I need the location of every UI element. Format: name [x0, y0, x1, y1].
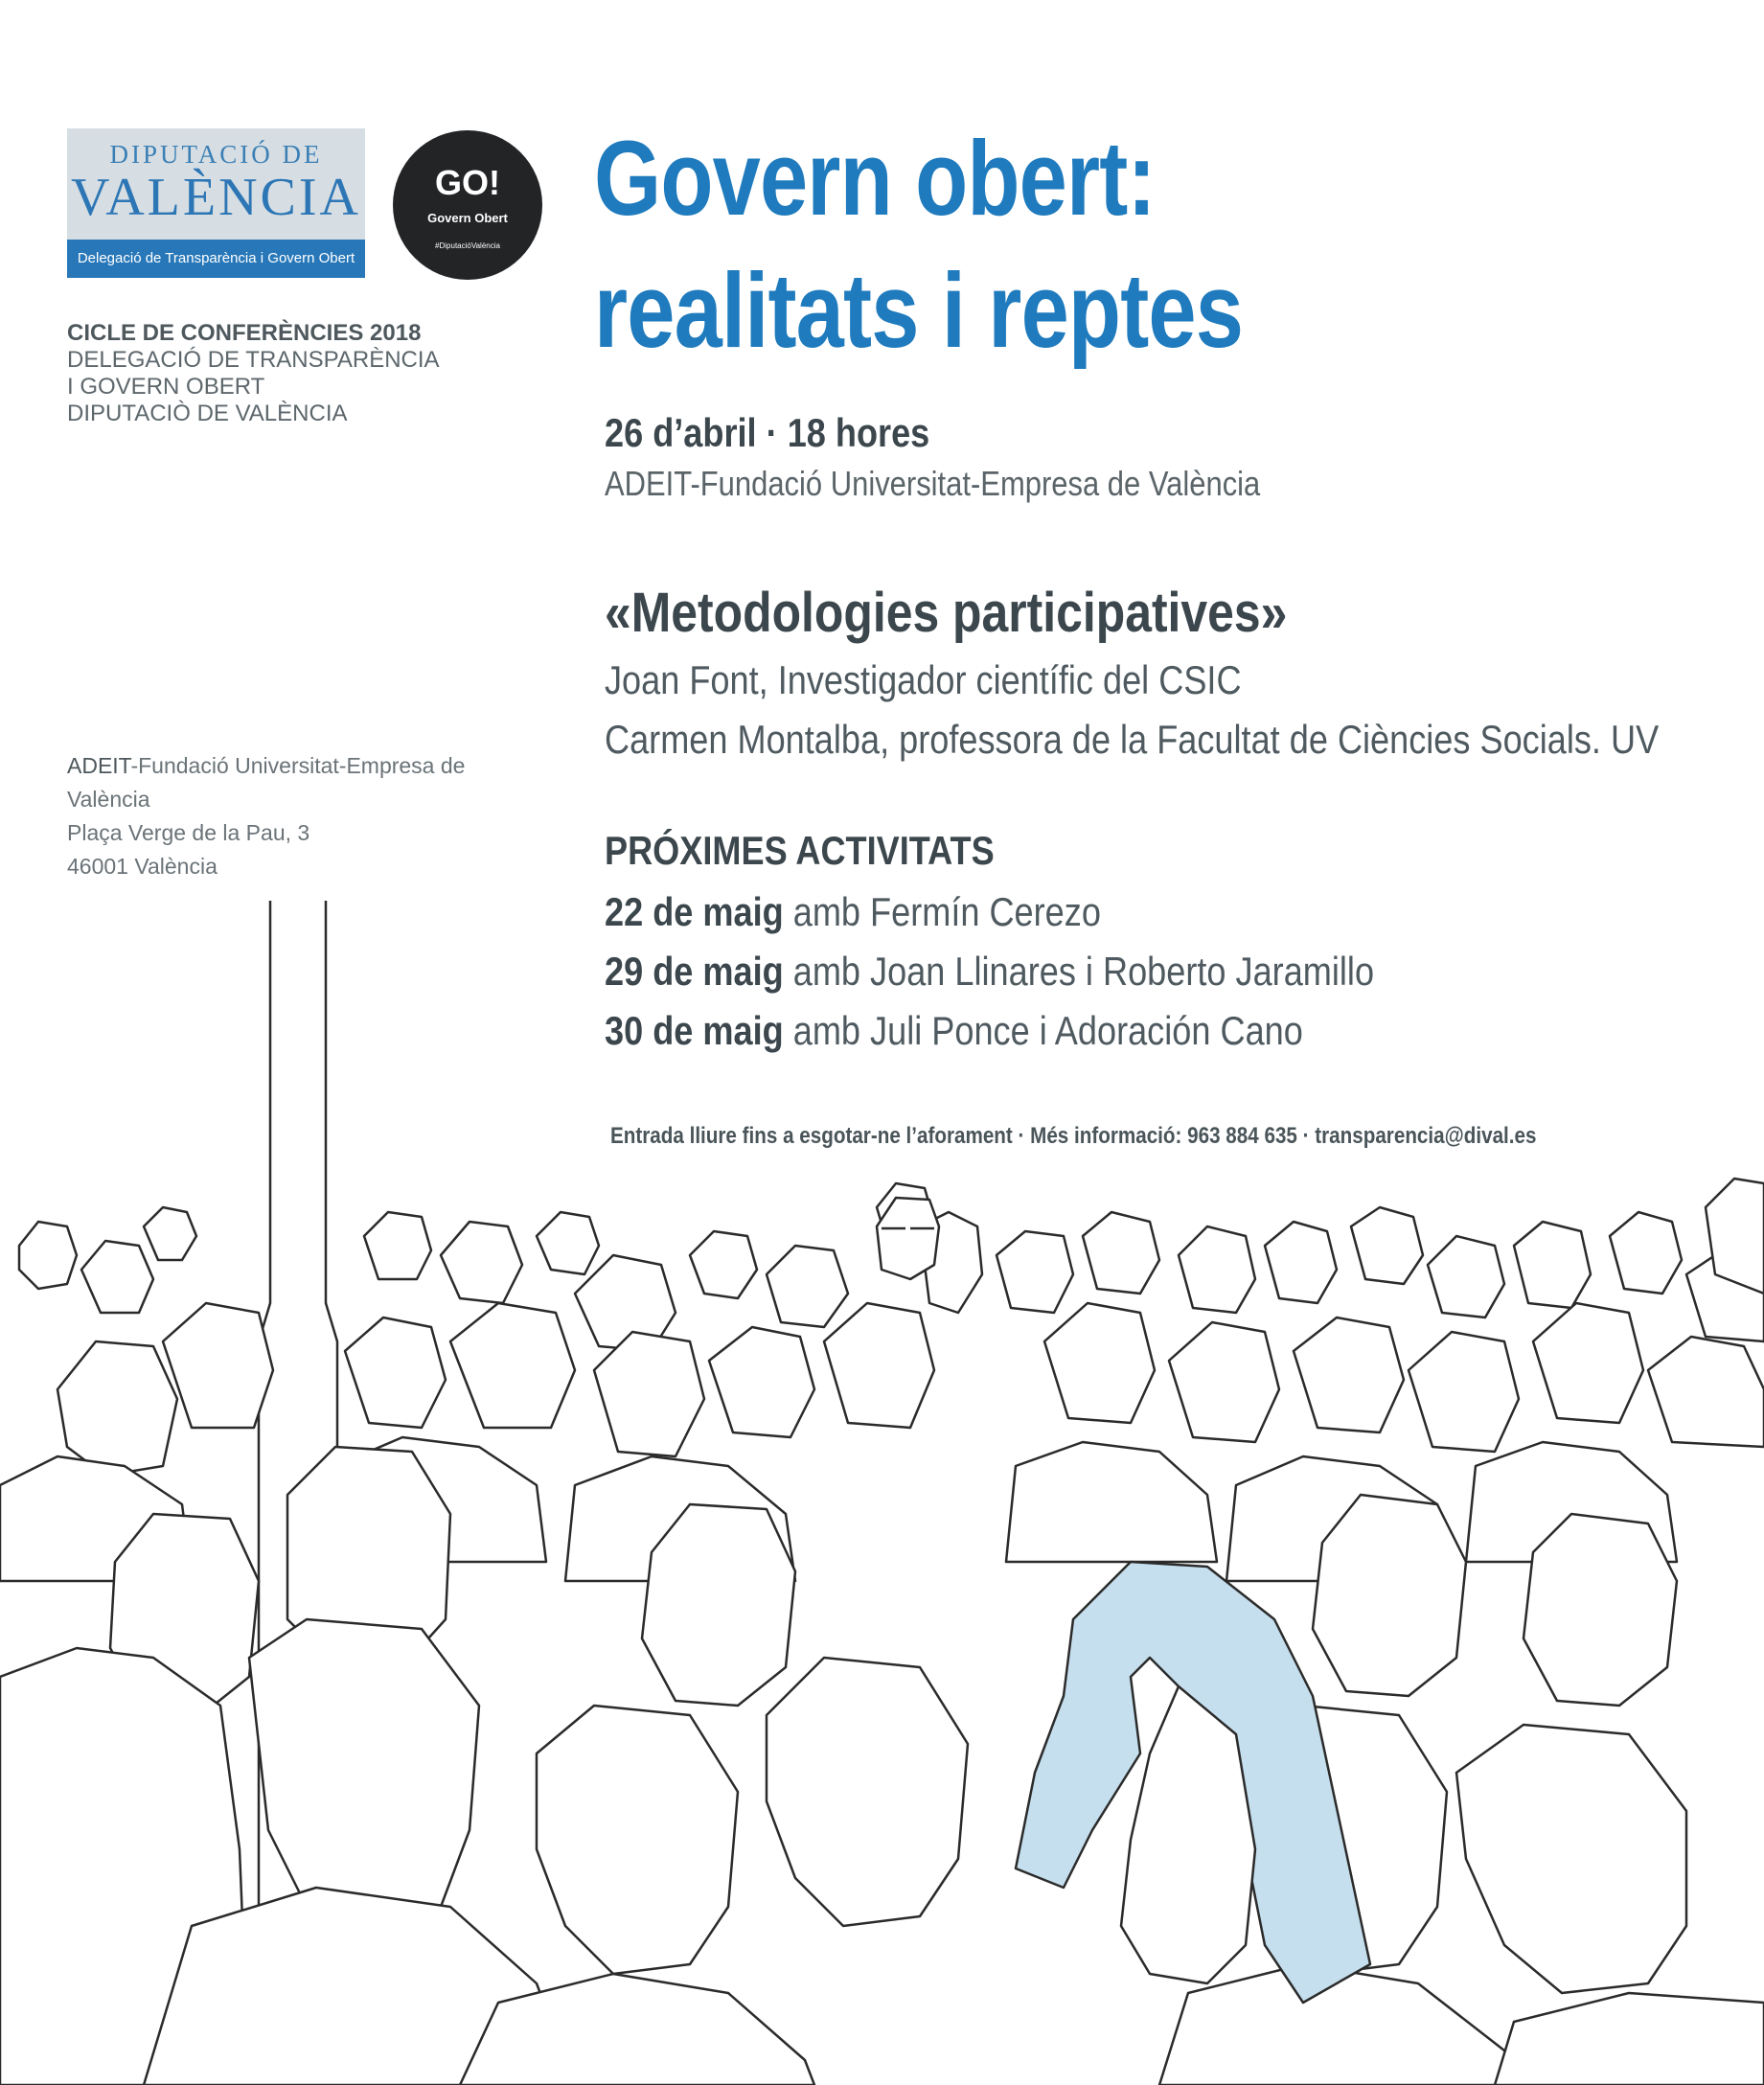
- venue-address: [67, 749, 508, 883]
- next-activity-date: 29 de maig: [605, 949, 784, 994]
- poster-title: [594, 113, 1537, 378]
- next-activity-date: 22 de maig: [605, 889, 784, 934]
- logo-bar: Delegació de Transparència i Govern Obert: [67, 240, 365, 278]
- logo-line2: VALÈNCIA: [71, 168, 361, 227]
- cycle-line3: I GOVERN OBERT: [67, 374, 265, 400]
- address-street: Plaça Verge de la Pau, 3: [67, 820, 310, 845]
- event-venue: ADEIT-Fundació Universitat-Empresa de València: [605, 464, 1261, 503]
- footer-info: Entrada lliure fins a esgotar-ne l’aforament · Més informació: 963 884 635 · transparencia@dival.es: [610, 1123, 1537, 1149]
- title-line2: realitats i reptes: [594, 252, 1244, 370]
- crowd-illustration: [0, 891, 1764, 2085]
- logo-panel: [67, 128, 365, 240]
- event-date: 26 d’abril · 18 hores: [605, 410, 930, 455]
- logo-line1: DIPUTACIÓ DE: [109, 140, 323, 169]
- next-activity-detail: amb Joan Llinares i Roberto Jaramillo: [783, 949, 1375, 994]
- diputacio-valencia-logo: [67, 128, 365, 278]
- address-city: 46001 València: [67, 854, 218, 879]
- badge-subtitle: Govern Obert: [427, 211, 508, 225]
- next-activities-heading: PRÓXIMES ACTIVITATS: [605, 828, 995, 873]
- speaker-1: Joan Font, Investigador científic del CSIC: [605, 657, 1242, 702]
- talk-title: «Metodologies participatives»: [605, 582, 1288, 644]
- speaker-2: Carmen Montalba, professora de la Facultat de Ciències Socials. UV: [605, 717, 1660, 762]
- badge-hashtag: #DiputacióValència: [435, 241, 500, 250]
- next-activity-date: 30 de maig: [605, 1008, 784, 1053]
- title-line1: Govern obert:: [594, 120, 1156, 238]
- cycle-info: [67, 320, 470, 427]
- address-org-bold: ADEIT: [67, 753, 131, 778]
- cycle-line1: CICLE DE CONFERÈNCIES 2018: [67, 320, 422, 346]
- address-org: [67, 749, 508, 816]
- govern-obert-badge: [393, 130, 542, 280]
- next-activity-detail: amb Juli Ponce i Adoración Cano: [783, 1008, 1303, 1053]
- address-org-rest: -Fundació Universitat-Empresa de València: [67, 753, 466, 812]
- cycle-line4: DIPUTACIÒ DE VALÈNCIA: [67, 401, 348, 426]
- badge-title: GO!: [435, 163, 500, 202]
- next-activity-detail: amb Fermín Cerezo: [783, 889, 1101, 934]
- cycle-line2: DELEGACIÓ DE TRANSPARÈNCIA: [67, 347, 440, 373]
